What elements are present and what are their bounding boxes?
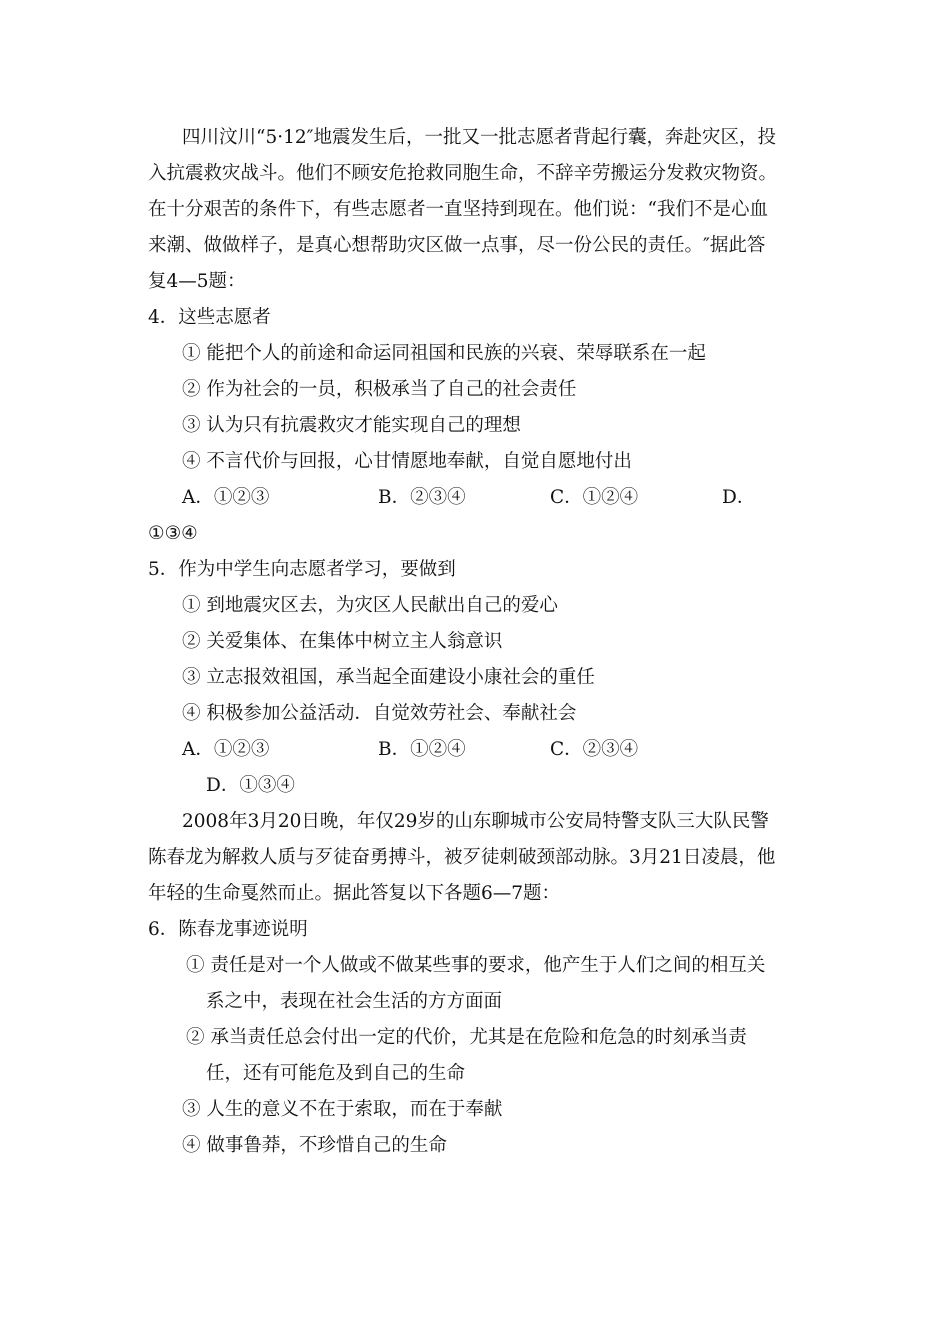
- q5-item-3: ③ 立志报效祖国，承当起全面建设小康社会的重任: [182, 667, 595, 688]
- q4-option-a: A．①②③: [182, 487, 270, 508]
- q4-option-b: B．②③④: [378, 487, 466, 508]
- q4-option-d-content: ①③④: [148, 523, 198, 544]
- passage1-line-3: 在十分艰苦的条件下，有些志愿者一直坚持到现在。他们说：“我们不是心血: [148, 199, 768, 220]
- passage2-line-3: 年轻的生命戛然而止。据此答复以下各题6—7题：: [148, 883, 561, 904]
- q5-option-d: D．①③④: [206, 775, 295, 796]
- q5-item-1: ① 到地震灾区去，为灾区人民献出自己的爱心: [182, 595, 558, 616]
- q6-item-4: ④ 做事鲁莽，不珍惜自己的生命: [182, 1135, 447, 1156]
- q5-item-4: ④ 积极参加公益活动．自觉效劳社会、奉献社会: [182, 703, 577, 724]
- passage2-line-2: 陈春龙为解救人质与歹徒奋勇搏斗，被歹徒刺破颈部动脉。3月21日凌晨，他: [148, 847, 776, 868]
- q4-item-3: ③ 认为只有抗震救灾才能实现自己的理想: [182, 415, 521, 436]
- q6-item-1-line-2: 系之中，表现在社会生活的方方面面: [206, 991, 503, 1012]
- passage1-line-4: 来潮、做做样子，是真心想帮助灾区做一点事，尽一份公民的责任。″据此答: [148, 235, 766, 256]
- q5-item-2: ② 关爱集体、在集体中树立主人翁意识: [182, 631, 503, 652]
- q4-stem: 4．这些志愿者: [148, 307, 271, 328]
- q6-stem: 6．陈春龙事迹说明: [148, 919, 308, 940]
- q6-item-2-line-2: 任，还有可能危及到自己的生命: [206, 1063, 466, 1084]
- q6-item-1-line-1: ① 责任是对一个人做或不做某些事的要求，他产生于人们之间的相互关: [186, 955, 766, 976]
- passage1-line-5: 复4—5题：: [148, 271, 246, 292]
- q5-option-b: B．①②④: [378, 739, 466, 760]
- q5-option-a: A．①②③: [182, 739, 270, 760]
- q4-item-2: ② 作为社会的一员，积极承当了自己的社会责任: [182, 379, 577, 400]
- q4-item-1: ① 能把个人的前途和命运同祖国和民族的兴衰、荣辱联系在一起: [182, 343, 706, 364]
- passage1-line-2: 入抗震救灾战斗。他们不顾安危抢救同胞生命，不辞辛劳搬运分发救灾物资。: [148, 163, 778, 184]
- q4-option-c: C．①②④: [550, 487, 639, 508]
- q5-stem: 5．作为中学生向志愿者学习，要做到: [148, 559, 456, 580]
- q6-item-2-line-1: ② 承当责任总会付出一定的代价，尤其是在危险和危急的时刻承当责: [186, 1027, 747, 1048]
- q6-item-3: ③ 人生的意义不在于索取，而在于奉献: [182, 1099, 503, 1120]
- q4-option-d: D．: [722, 487, 756, 508]
- q5-option-c: C．②③④: [550, 739, 639, 760]
- passage2-line-1: 2008年3月20日晚，年仅29岁的山东聊城市公安局特警支队三大队民警: [182, 811, 769, 832]
- passage1-line-1: 四川汶川“5·12″地震发生后，一批又一批志愿者背起行囊，奔赴灾区，投: [182, 127, 777, 148]
- q4-item-4: ④ 不言代价与回报，心甘情愿地奉献，自觉自愿地付出: [182, 451, 632, 472]
